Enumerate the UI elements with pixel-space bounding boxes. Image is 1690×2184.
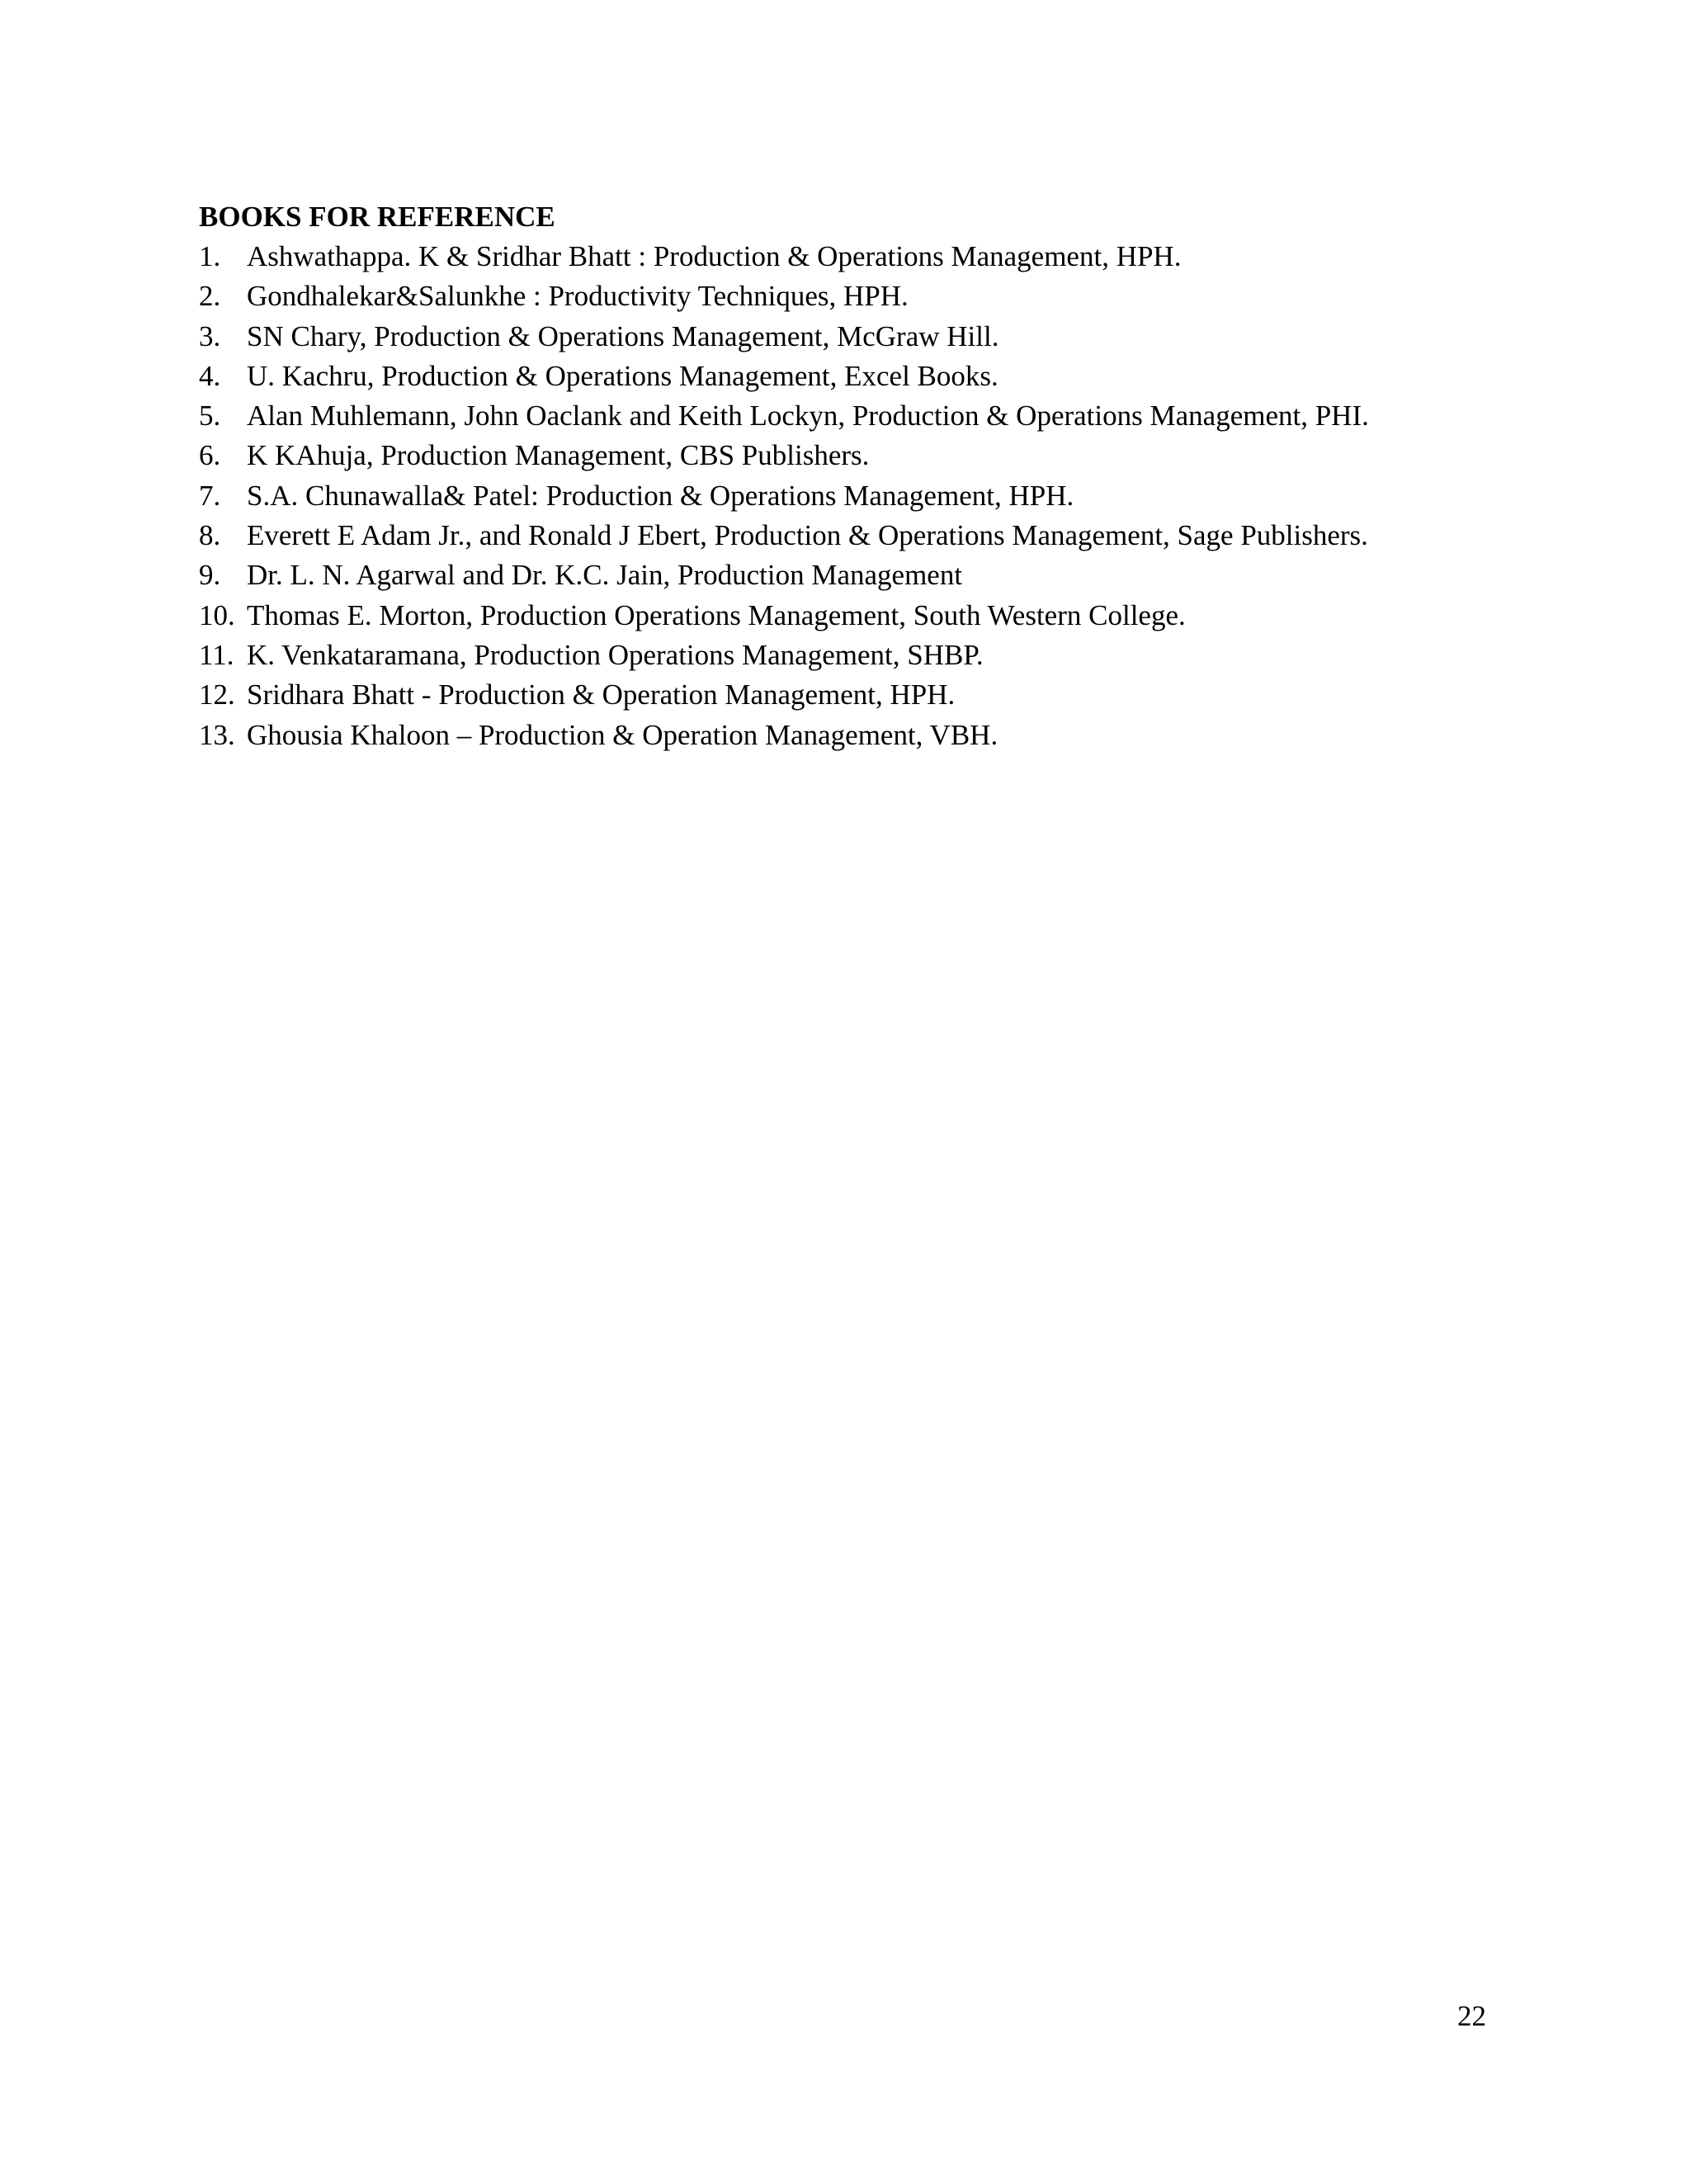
section-heading: BOOKS FOR REFERENCE (199, 201, 555, 233)
reference-number: 3. (199, 319, 221, 352)
reference-text: Alan Muhlemann, John Oaclank and Keith Lockyn, Production & Operations Management, PHI. (247, 399, 1369, 433)
reference-number: 13. (199, 718, 235, 751)
reference-text: Thomas E. Morton, Production Operations Management, South Western College. (247, 598, 1186, 631)
reference-text: Gondhalekar&Salunkhe : Productivity Techniques, HPH. (247, 280, 909, 313)
reference-text: K. Venkataramana, Production Operations Management, SHBP. (247, 638, 984, 671)
reference-text: Sridhara Bhatt - Production & Operation Management, HPH. (247, 678, 956, 711)
reference-number: 10. (199, 598, 235, 631)
reference-number: 8. (199, 519, 221, 552)
reference-number: 7. (199, 479, 221, 512)
reference-text: S.A. Chunawalla& Patel: Production & Operations Management, HPH. (247, 479, 1074, 512)
reference-text: Ashwathappa. K & Sridhar Bhatt : Production & Operations Management, HPH. (247, 240, 1182, 272)
reference-text: SN Chary, Production & Operations Management, McGraw Hill. (247, 319, 999, 352)
reference-number: 6. (199, 439, 221, 472)
reference-text: K KAhuja, Production Management, CBS Publishers. (247, 439, 870, 472)
reference-text: U. Kachru, Production & Operations Management, Excel Books. (247, 359, 998, 392)
reference-number: 11. (199, 638, 234, 671)
reference-text: Dr. L. N. Agarwal and Dr. K.C. Jain, Production Management (247, 559, 963, 592)
reference-text: Ghousia Khaloon – Production & Operation Management, VBH. (247, 718, 998, 751)
reference-number: 9. (199, 559, 221, 592)
reference-number: 12. (199, 678, 235, 711)
reference-number: 1. (199, 240, 221, 272)
reference-number: 5. (199, 399, 221, 433)
reference-text: Everett E Adam Jr., and Ronald J Ebert, Production & Operations Management, Sage Publishers. (247, 519, 1368, 552)
page-number: 22 (1457, 2000, 1486, 2032)
reference-number: 4. (199, 359, 221, 392)
reference-number: 2. (199, 280, 221, 313)
